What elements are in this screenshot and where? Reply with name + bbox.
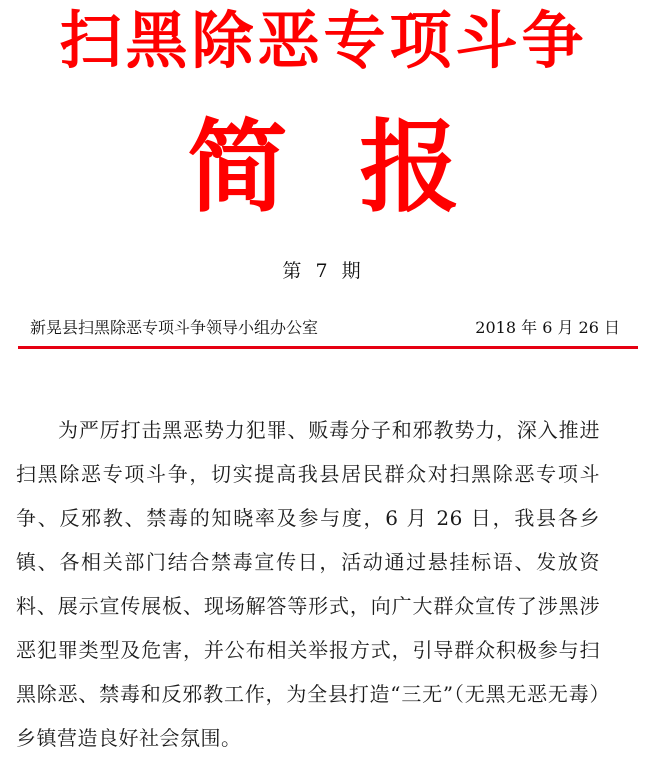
bulletin-title: 简报 [187, 109, 532, 226]
issuer-name: 新晃县扫黑除恶专项斗争领导小组办公室 [30, 318, 319, 337]
article-paragraph: 为严厉打击黑恶势力犯罪、贩毒分子和邪教势力，深入推进扫黑除恶专项斗争，切实提高我县居民群众对扫黑除恶专项斗争、反邪教、禁毒的知晓率及参与度，6 月 26 日，我县各乡镇、各相关部门结合禁毒宣传日，活动通过悬挂标语、发放资料、展示宣传展板、现场解答等形式，向广大群众宣传了涉黑涉恶犯罪类型及危害，并公布相关举报方式，引导群众积极参与扫黑除恶、禁毒和反邪教工作，为全县打造“三无”（无黑无恶无毒）乡镇营造良好社会氛围。 [16, 418, 600, 750]
header-divider [18, 346, 638, 349]
issuer-row [30, 316, 620, 340]
issue-date: 2018 年 6 月 26 日 [475, 318, 620, 337]
bulletin-headline: 扫黑除恶专项斗争 [59, 4, 588, 77]
issue-number: 第 7 期 [282, 260, 365, 282]
